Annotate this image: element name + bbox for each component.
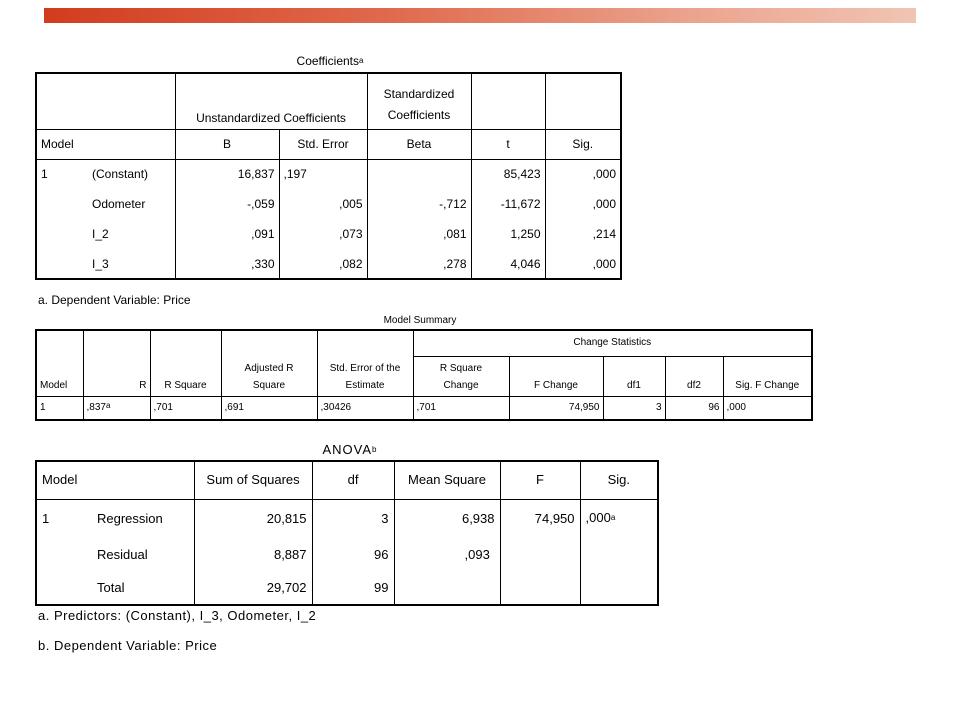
anova-cell-ss: 20,815 [194, 499, 312, 539]
coef-cell-se: ,197 [279, 159, 367, 189]
ms-col-rsq-change-2: Change [413, 376, 509, 396]
table-row [36, 159, 621, 189]
coef-cell-se: ,005 [279, 189, 367, 219]
ms-cell-rsq-change: ,701 [413, 396, 509, 420]
anova-cell-sig [580, 499, 658, 539]
anova-title-text: ANOVA [322, 442, 373, 457]
anova-title-sup: b [372, 445, 378, 454]
anova-cell-sig-value: ,000 [585, 510, 611, 526]
anova-cell-f [500, 571, 580, 605]
ms-col-se-1: Std. Error of the [317, 330, 413, 376]
table-row [36, 249, 621, 279]
anova-cell-ss: 29,702 [194, 571, 312, 605]
ms-cell-r-value: ,837 [86, 401, 106, 413]
coef-cell-b: ,330 [175, 249, 279, 279]
table-row [36, 539, 658, 571]
coef-col-beta: Beta [367, 129, 471, 159]
coef-row-name: Odometer [88, 189, 175, 219]
anova-table [35, 460, 659, 606]
anova-cell-f [500, 539, 580, 571]
coef-cell-sig: ,000 [592, 167, 616, 182]
anova-footnote-a: a. Predictors: (Constant), I_3, Odometer, I_2 [38, 608, 317, 623]
coef-row-name: I_3 [88, 249, 175, 279]
coef-cell-t: 1,250 [471, 219, 545, 249]
coef-header-unstd: Unstandardized Coefficients [175, 73, 367, 129]
anova-row-name: Residual [92, 539, 194, 571]
coef-col-b: B [175, 129, 279, 159]
anova-cell-ms: ,093 [394, 539, 500, 571]
ms-cell-r-sup: a [105, 400, 111, 410]
anova-col-df: df [312, 461, 394, 499]
coef-header-blank-sig [545, 73, 621, 129]
ms-col-df1: df1 [603, 376, 665, 396]
coef-cell-se: ,073 [279, 219, 367, 249]
coefficients-title-sup: a [359, 56, 364, 65]
coef-cell-sig: ,000 [592, 256, 616, 271]
coefficients-table [35, 72, 622, 280]
ms-cell-df1: 3 [603, 396, 665, 420]
ms-col-rsq-change-1: R Square [413, 356, 509, 376]
ms-cell-f-change: 74,950 [509, 396, 603, 420]
coef-row-name: I_2 [88, 219, 175, 249]
title-accent-bar [44, 8, 916, 23]
anova-title [250, 442, 450, 457]
ms-header-blank-1 [36, 330, 83, 376]
anova-col-sum-squares: Sum of Squares [194, 461, 312, 499]
anova-cell-ms: 6,938 [394, 499, 500, 539]
coef-col-sig: Sig. [545, 129, 621, 159]
ms-cell-r [83, 396, 150, 420]
coef-header-std-2: Coefficients [367, 101, 471, 129]
ms-header-blank-2 [83, 330, 150, 376]
table-row [36, 499, 658, 539]
coefficients-title [230, 54, 430, 68]
ms-col-f-change: F Change [509, 376, 603, 396]
coef-col-std-error: Std. Error [279, 129, 367, 159]
ms-change-statistics-header: Change Statistics [413, 330, 812, 356]
anova-cell-df: 3 [312, 499, 394, 539]
anova-cell-ss: 8,887 [194, 539, 312, 571]
anova-row-name: Total [92, 571, 194, 605]
coef-col-model: Model [36, 129, 175, 159]
model-summary-table [35, 329, 813, 421]
coef-cell-t: 4,046 [471, 249, 545, 279]
ms-col-r-square: R Square [150, 376, 221, 396]
anova-cell-ms [394, 571, 500, 605]
coef-cell-beta: ,278 [367, 249, 471, 279]
coefficients-footnote: a. Dependent Variable: Price [38, 293, 191, 307]
table-row [36, 396, 812, 420]
coef-cell-se: ,082 [279, 249, 367, 279]
ms-cell-adj-r-square: ,691 [221, 396, 317, 420]
anova-cell-df: 96 [312, 539, 394, 571]
table-row [36, 571, 658, 605]
coef-cell-b: ,091 [175, 219, 279, 249]
coef-col-t: t [471, 129, 545, 159]
anova-col-sig: Sig. [580, 461, 658, 499]
ms-col-se-2: Estimate [317, 376, 413, 396]
coef-cell-beta [367, 159, 471, 189]
ms-cell-r-square: ,701 [150, 396, 221, 420]
ms-col-adj-r-1: Adjusted R [221, 330, 317, 376]
coef-cell-sig: ,214 [592, 227, 616, 241]
ms-col-sig-f-change: Sig. F Change [723, 376, 812, 396]
ms-cell-sig-f-change: ,000 [726, 401, 746, 413]
ms-col-r: R [83, 376, 150, 396]
ms-col-model: Model [36, 376, 83, 396]
coef-cell-beta: ,081 [367, 219, 471, 249]
anova-col-f: F [500, 461, 580, 499]
coef-cell-t: -11,672 [471, 189, 545, 219]
ms-cell-model: 1 [36, 396, 83, 420]
anova-col-mean-square: Mean Square [394, 461, 500, 499]
coef-row-name: (Constant) [88, 159, 175, 189]
coef-cell-sig: ,000 [592, 197, 616, 211]
coef-model-number: 1 [41, 167, 48, 182]
ms-header-blank-3 [150, 330, 221, 376]
anova-cell-sig [580, 539, 658, 571]
ms-cell-se-estimate: ,30426 [317, 396, 413, 420]
anova-cell-f: 74,950 [500, 499, 580, 539]
coef-cell-t: 85,423 [471, 159, 545, 189]
anova-cell-df: 99 [312, 571, 394, 605]
anova-model-number: 1 [42, 511, 50, 527]
ms-cell-df2: 96 [665, 396, 723, 420]
coef-cell-b: 16,837 [175, 159, 279, 189]
anova-cell-sig-sup: a [610, 513, 616, 523]
anova-row-name: Regression [92, 499, 194, 539]
coefficients-title-text: Coefficients [296, 54, 360, 68]
anova-col-model: Model [36, 461, 194, 499]
coef-header-std-1: Standardized [367, 73, 471, 101]
ms-col-adj-r-2: Square [221, 376, 317, 396]
table-row [36, 219, 621, 249]
anova-footnote-b: b. Dependent Variable: Price [38, 638, 218, 653]
table-row [36, 189, 621, 219]
coef-cell-beta: -,712 [367, 189, 471, 219]
anova-cell-sig [580, 571, 658, 605]
model-summary-title: Model Summary [383, 315, 457, 326]
coef-header-blank-t [471, 73, 545, 129]
coef-header-blank [36, 73, 175, 129]
ms-col-df2: df2 [665, 376, 723, 396]
coef-cell-b: -,059 [175, 189, 279, 219]
